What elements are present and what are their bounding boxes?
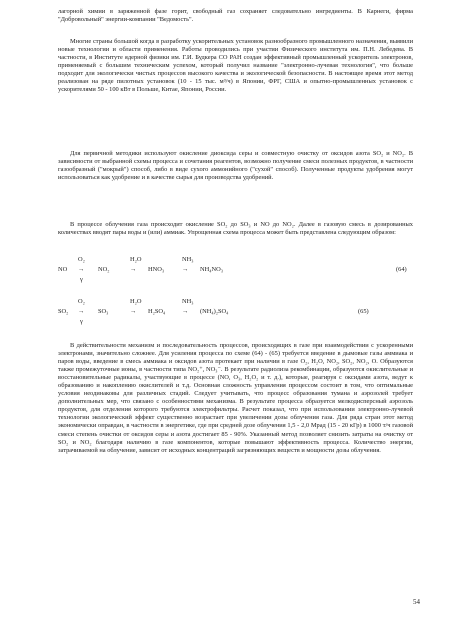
eq64-above-o2: O₂ [78,256,85,263]
paragraph-process: В процессе облучения газа происходит окисление SO₂ до SO₃ и NO до NO₂. Далее в газовую смесь в дозированных количествах вводят пары воды и (или) аммиак. Упрощенная схема процесса может быть представлена следующим образом: [58,221,413,237]
paragraph-top: лагорной химии в заряженной фазе горит, свободный газ сохраняет следовательно ингредиенты. В Карнеги, фирма "Добровольный" энергии-компании "Ведомость". [58,8,413,24]
eq64-arrow-1: → [78,266,85,273]
eq65-number: (65) [358,308,369,315]
eq64-above-nh3: NH₃ [182,256,194,263]
eq64-term-4: NH₄NO₃ [200,266,223,273]
eq65-term-2: SO₃ [98,308,109,315]
eq64-arrow-3: → [182,266,189,273]
eq64-above-h2o: H₂O [130,256,142,263]
equation-64 [58,256,418,290]
eq64-below-gamma: γ [80,276,83,283]
paragraph-mechanism: В действительности механизм и последовательность процессов, происходящих в газе при взаимодействии с ускоренными электронами, значительно сложнее. Для усиления процесса по схеме (64) - (65) требуется введение в дымовые газы аммиака и паров воды, введение в смесь аммиака и оксидов азота протекает при наличии в газе О₂, H₂O, NO₂, SO₂, NO₂, O. Образуются также промежуточные ионы, в частности типа NO₂⁺, NO₃⁻. В результате радиолиза рекомбинации, образуются окислительные и восстановительные радикалы, участвующие в процессе (NO, O₃, H₂O₂ и т. д.), которые, реагируя с оксидами азота, ведут к образованию и накоплению окислителей и т.д. Основная сложность управления процессом состоит в том, что оптимальные условия неодинаковы для различных стадий. Следует учитывать, что процесс образования тумана и аэрозолей требует дополнительных мер, что связано с особенностями механизма. В результате процесса образуется мелкодисперсный аэрозоль продуктов, для отделения которого требуются электрофильтры. Расчет показал, что при использовании электронно-лучевой технологии экологический эффект существенно возрастает при увеличении дозы облучения газа. Для ряда стран этот метод экономически оправдан, в частности в энергетике, где при средней дозе облучения 1,5 - 2,0 Мрад (15 - 20 кГр) в 1000 т/ч газовой смеси степень очистки от оксидов серы и азота достигает 85 - 90%. Указанный метод позволяет снизить затраты на очистку от SO₂ и NO₂ благодаря наличию в газе компонентов, которые повышают эффективность процесса. Количество энергии, затрачиваемой на облучение, зависит от исходных концентраций загрязняющих веществ и мощности дозы облучения. [58,342,413,454]
eq65-term-1: SO₂ [58,308,69,315]
paragraph-method: Для первичной методики используют окисление диоксида серы и совместную очистку от оксидов азота SO₂ и NO₂. В зависимости от выбранной схемы процесса и сочетания реагентов, возможно получение смеси полезных продуктов, в частности газообразный ("мокрый") способ, либо в виде сухого аммонийного ("сухой" способ). Полученные продукты удобрения могут использоваться как удобрение и в качестве сырья для производства удобрений. [58,150,413,182]
eq64-term-1: NO [58,266,68,273]
eq65-below-gamma: γ [80,318,83,325]
eq65-arrow-1: → [78,308,85,315]
eq65-term-3: H₂SO₄ [148,308,166,315]
paragraph-accelerators: Многие страны большой когда в разработку ускорительных установок разнообразного промышленного назначения, выявили новые технологии и области применения. Работы проводились при участии Физического института им. П.Н. Лебедева. В частности, в Институте ядерной физики им. Г.И. Будкера СО РАН создан эффективный промышленный ускоритель электронов, применяемый с большим техническим успехом, который получил название "электронно-лучевая технология", что больше подходит для экологически чистых процессов высокого качества и экологической безопасности. В настоящее время этот метод реализован на ряде пилотных установок (10 - 15 тыс. м³/ч) в Японии, ФРГ, США и опытно-промышленных установок с ускорителями 50 - 100 кВт в Польше, Китае, Японии, России. [58,38,413,94]
eq65-arrow-3: → [182,308,189,315]
eq64-number: (64) [396,266,407,273]
eq64-term-3: HNO₃ [148,266,165,273]
eq65-term-4: (NH₄)₂SO₄ [200,308,229,315]
eq65-arrow-2: → [130,308,137,315]
eq64-arrow-2: → [130,266,137,273]
eq65-above-h2o: H₂O [130,298,142,305]
eq65-above-o2: O₂ [78,298,85,305]
page-number: 54 [413,598,420,606]
eq65-above-nh3: NH₃ [182,298,194,305]
eq64-term-2: NO₂ [98,266,110,273]
equation-65 [58,298,418,332]
